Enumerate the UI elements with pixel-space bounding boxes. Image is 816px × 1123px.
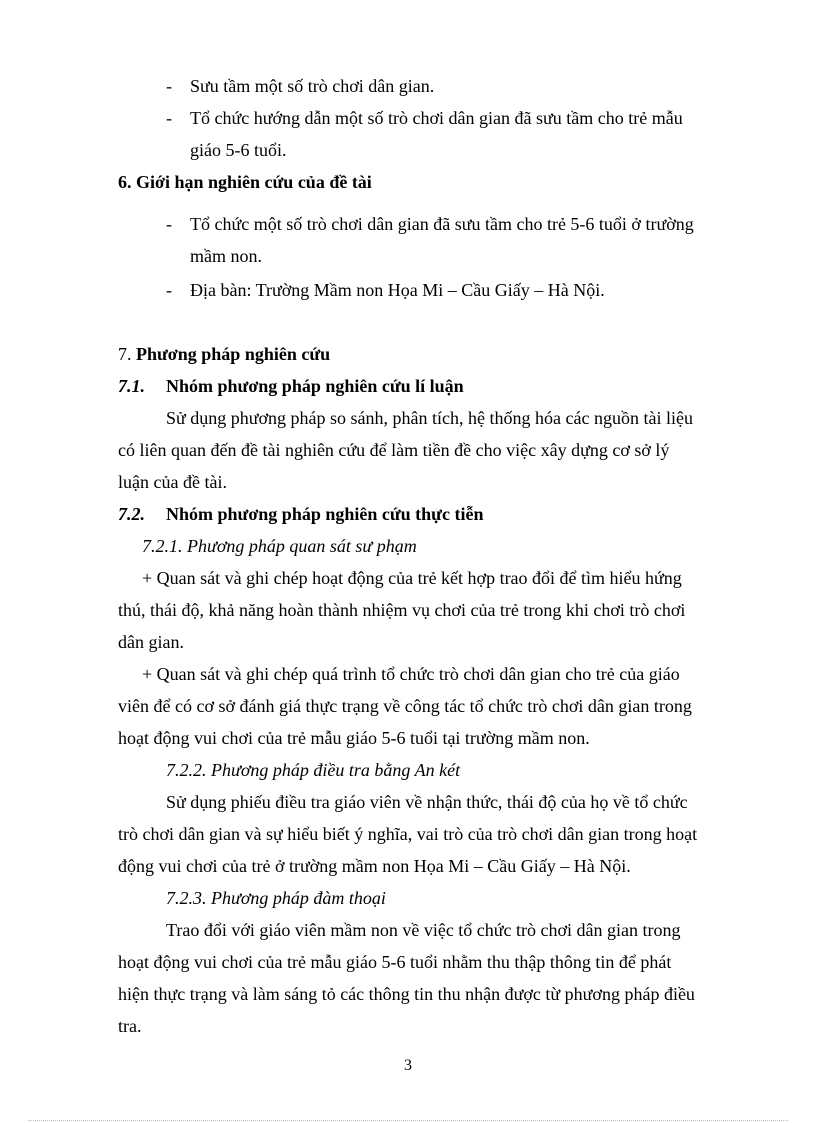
paragraph-line: Trao đổi với giáo viên mầm non về việc tổ chức trò chơi dân gian trong: [166, 920, 681, 940]
bullet-dash: -: [166, 108, 172, 128]
paragraph-line: luận của đề tài.: [118, 472, 227, 492]
paragraph-line: + Quan sát và ghi chép hoạt động của trẻ kết hợp trao đổi để tìm hiểu hứng: [142, 568, 682, 588]
paragraph-line: trò chơi dân gian và sự hiểu biết ý nghĩa, vai trò của trò chơi dân gian trong hoạt: [118, 824, 698, 844]
section-7-2-number: 7.2.: [118, 504, 145, 524]
paragraph-line: + Quan sát và ghi chép quá trình tổ chức trò chơi dân gian cho trẻ của giáo: [142, 664, 680, 684]
paragraph-line: dân gian.: [118, 632, 184, 652]
paragraph-line: tra.: [118, 1016, 142, 1036]
section-7-1-number: 7.1.: [118, 376, 145, 396]
task-item-text: giáo 5-6 tuổi.: [190, 140, 287, 160]
limit-item-text: Địa bàn: Trường Mầm non Họa Mi – Cầu Giấy – Hà Nội.: [190, 280, 605, 300]
section-7-2-1-title: 7.2.1. Phương pháp quan sát sư phạm: [142, 536, 417, 556]
bullet-dash: -: [166, 280, 172, 300]
section-7-heading: [118, 342, 330, 366]
section-7-1-title: Nhóm phương pháp nghiên cứu lí luận: [166, 376, 464, 396]
paragraph-line: Sử dụng phiếu điều tra giáo viên về nhận thức, thái độ của họ về tổ chức: [166, 792, 688, 812]
section-7-2-title: Nhóm phương pháp nghiên cứu thực tiễn: [166, 504, 484, 524]
paragraph-line: có liên quan đến đề tài nghiên cứu để làm tiền đề cho việc xây dựng cơ sở lý: [118, 440, 670, 460]
section-7-title: Phương pháp nghiên cứu: [136, 344, 331, 364]
paragraph-line: viên để có cơ sở đánh giá thực trạng về công tác tổ chức trò chơi dân gian trong: [118, 696, 692, 716]
page-number: 3: [404, 1057, 412, 1074]
task-item-text: Sưu tầm một số trò chơi dân gian.: [190, 76, 435, 96]
bullet-dash: -: [166, 214, 172, 234]
section-6-heading: 6. Giới hạn nghiên cứu của đề tài: [118, 172, 372, 192]
bullet-dash: -: [166, 76, 172, 96]
paragraph-line: thú, thái độ, khả năng hoàn thành nhiệm vụ chơi của trẻ trong khi chơi trò chơi: [118, 600, 686, 620]
paragraph-line: hoạt động vui chơi của trẻ mẫu giáo 5-6 tuổi nhằm thu thập thông tin để phát: [118, 952, 672, 972]
section-7-number: 7.: [118, 344, 132, 364]
page-bottom-divider: [28, 1120, 788, 1121]
section-7-2-3-title: 7.2.3. Phương pháp đàm thoại: [166, 888, 386, 908]
limit-item-text: mầm non.: [190, 246, 262, 266]
paragraph-line: Sử dụng phương pháp so sánh, phân tích, hệ thống hóa các nguồn tài liệu: [166, 408, 693, 428]
section-7-2-2-title: 7.2.2. Phương pháp điều tra bằng An két: [166, 760, 461, 780]
paragraph-line: hoạt động vui chơi của trẻ mẫu giáo 5-6 tuổi tại trường mầm non.: [118, 728, 590, 748]
limit-item-text: Tổ chức một số trò chơi dân gian đã sưu tầm cho trẻ 5-6 tuổi ở trường: [190, 214, 694, 234]
task-item-text: Tổ chức hướng dẫn một số trò chơi dân gian đã sưu tầm cho trẻ mẫu: [190, 108, 683, 128]
paragraph-line: hiện thực trạng và làm sáng tỏ các thông tin thu nhận được từ phương pháp điều: [118, 984, 695, 1004]
paragraph-line: động vui chơi của trẻ ở trường mầm non Họa Mi – Cầu Giấy – Hà Nội.: [118, 856, 631, 876]
